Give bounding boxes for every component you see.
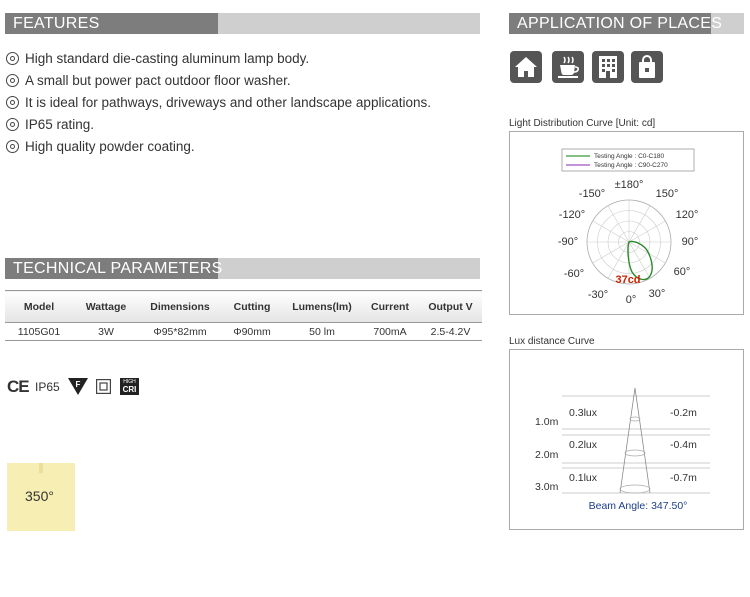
polar-spoke bbox=[593, 242, 629, 263]
beam-angle-box bbox=[7, 463, 75, 531]
cell-cutting: Φ90mm bbox=[221, 323, 283, 341]
angle-label-neg90: -90° bbox=[557, 236, 579, 248]
beam-cone-left bbox=[620, 388, 635, 493]
beam-ellipse bbox=[625, 450, 645, 456]
coffee-cup-icon bbox=[552, 51, 584, 83]
lux-label: 0.1lux bbox=[569, 472, 598, 484]
angle-label-150: 150° bbox=[655, 188, 679, 200]
circle-bullet-icon bbox=[6, 52, 19, 65]
light-curve-title: Light Distribution Curve [Unit: cd] bbox=[509, 118, 656, 129]
width-label: -0.4m bbox=[670, 439, 697, 451]
polar-spoke bbox=[593, 221, 629, 242]
width-label: -0.7m bbox=[670, 472, 697, 484]
cell-wattage: 3W bbox=[73, 323, 139, 341]
lux-chart bbox=[510, 350, 743, 529]
circle-bullet-icon bbox=[6, 118, 19, 131]
angle-label-neg30: -30° bbox=[587, 289, 609, 301]
circle-bullet-icon bbox=[6, 96, 19, 109]
col-header-model: Model bbox=[5, 291, 73, 323]
polar-spoke bbox=[629, 206, 650, 242]
high-cri-icon: HIGH CRI bbox=[120, 378, 139, 395]
light-distribution-panel bbox=[509, 131, 744, 315]
table-header-row bbox=[5, 291, 482, 323]
ip65-label: IP65 bbox=[35, 380, 60, 394]
lux-label: 0.2lux bbox=[569, 439, 598, 451]
feature-item: A small but power pact outdoor floor washer. bbox=[6, 73, 291, 88]
max-intensity-label: 37cd bbox=[615, 274, 641, 286]
cell-dimensions: Φ95*82mm bbox=[139, 323, 221, 341]
col-header-output-v: Output V bbox=[419, 291, 482, 323]
col-header-lumens: Lumens(lm) bbox=[283, 291, 361, 323]
features-title: FEATURES bbox=[5, 13, 218, 34]
ce-mark-icon: CE bbox=[7, 377, 29, 396]
angle-label-120: 120° bbox=[675, 209, 699, 221]
home-icon bbox=[510, 51, 542, 83]
office-building-icon bbox=[592, 51, 624, 83]
cell-model: 1105G01 bbox=[5, 323, 73, 341]
feature-item: IP65 rating. bbox=[6, 117, 94, 132]
application-title: APPLICATION OF PLACES bbox=[509, 13, 711, 34]
angle-label-30: 30° bbox=[648, 288, 666, 300]
legend-label-c90: Testing Angle : C90-C270 bbox=[594, 162, 668, 169]
circle-bullet-icon bbox=[6, 140, 19, 153]
col-header-wattage: Wattage bbox=[73, 291, 139, 323]
polar-spoke bbox=[608, 242, 629, 278]
feature-item: High standard die-casting aluminum lamp body. bbox=[6, 51, 309, 66]
angle-label-neg120: -120° bbox=[558, 209, 586, 221]
beam-cone-right bbox=[635, 388, 650, 493]
angle-label-60: 60° bbox=[673, 266, 691, 278]
polar-chart bbox=[510, 132, 743, 314]
tech-params-table bbox=[5, 290, 482, 341]
legend-label-c0: Testing Angle : C0-C180 bbox=[594, 153, 665, 160]
feature-item: It is ideal for pathways, driveways and other landscape applications. bbox=[6, 95, 431, 110]
angle-label-neg60: -60° bbox=[563, 268, 585, 280]
double-insulation-icon bbox=[96, 379, 111, 394]
feature-item: High quality powder coating. bbox=[6, 139, 195, 154]
polar-spoke bbox=[629, 221, 665, 242]
cell-output-v: 2.5-4.2V bbox=[419, 323, 482, 341]
col-header-dimensions: Dimensions bbox=[139, 291, 221, 323]
table-row bbox=[5, 323, 482, 341]
beam-ellipse bbox=[620, 485, 650, 493]
lux-label: 0.3lux bbox=[569, 407, 598, 419]
polar-spoke bbox=[629, 242, 665, 263]
cell-lumens: 50 lm bbox=[283, 323, 361, 341]
distance-label: 3.0m bbox=[535, 481, 559, 493]
polar-spoke bbox=[608, 206, 629, 242]
circle-bullet-icon bbox=[6, 74, 19, 87]
f-mark-icon bbox=[68, 378, 88, 396]
width-label: -0.2m bbox=[670, 407, 697, 419]
angle-label-neg150: -150° bbox=[578, 188, 606, 200]
distance-label: 1.0m bbox=[535, 416, 559, 428]
svg-text:F: F bbox=[75, 380, 81, 389]
col-header-cutting: Cutting bbox=[221, 291, 283, 323]
lux-curve-title: Lux distance Curve bbox=[509, 336, 595, 347]
angle-label-180: ±180° bbox=[614, 179, 644, 191]
cell-current: 700mA bbox=[361, 323, 419, 341]
angle-label-90: 90° bbox=[681, 236, 699, 248]
beam-indicator-mark bbox=[39, 463, 43, 473]
lux-distance-panel bbox=[509, 349, 744, 530]
col-header-current: Current bbox=[361, 291, 419, 323]
tech-title: TECHNICAL PARAMETERS bbox=[5, 258, 218, 279]
beam-ellipse bbox=[630, 417, 640, 421]
beam-angle-caption: Beam Angle: 347.50° bbox=[588, 500, 688, 512]
distance-label: 2.0m bbox=[535, 449, 559, 461]
shopping-bag-icon bbox=[631, 51, 663, 83]
angle-label-0: 0° bbox=[625, 294, 637, 306]
beam-angle-label: 350° bbox=[25, 488, 54, 504]
